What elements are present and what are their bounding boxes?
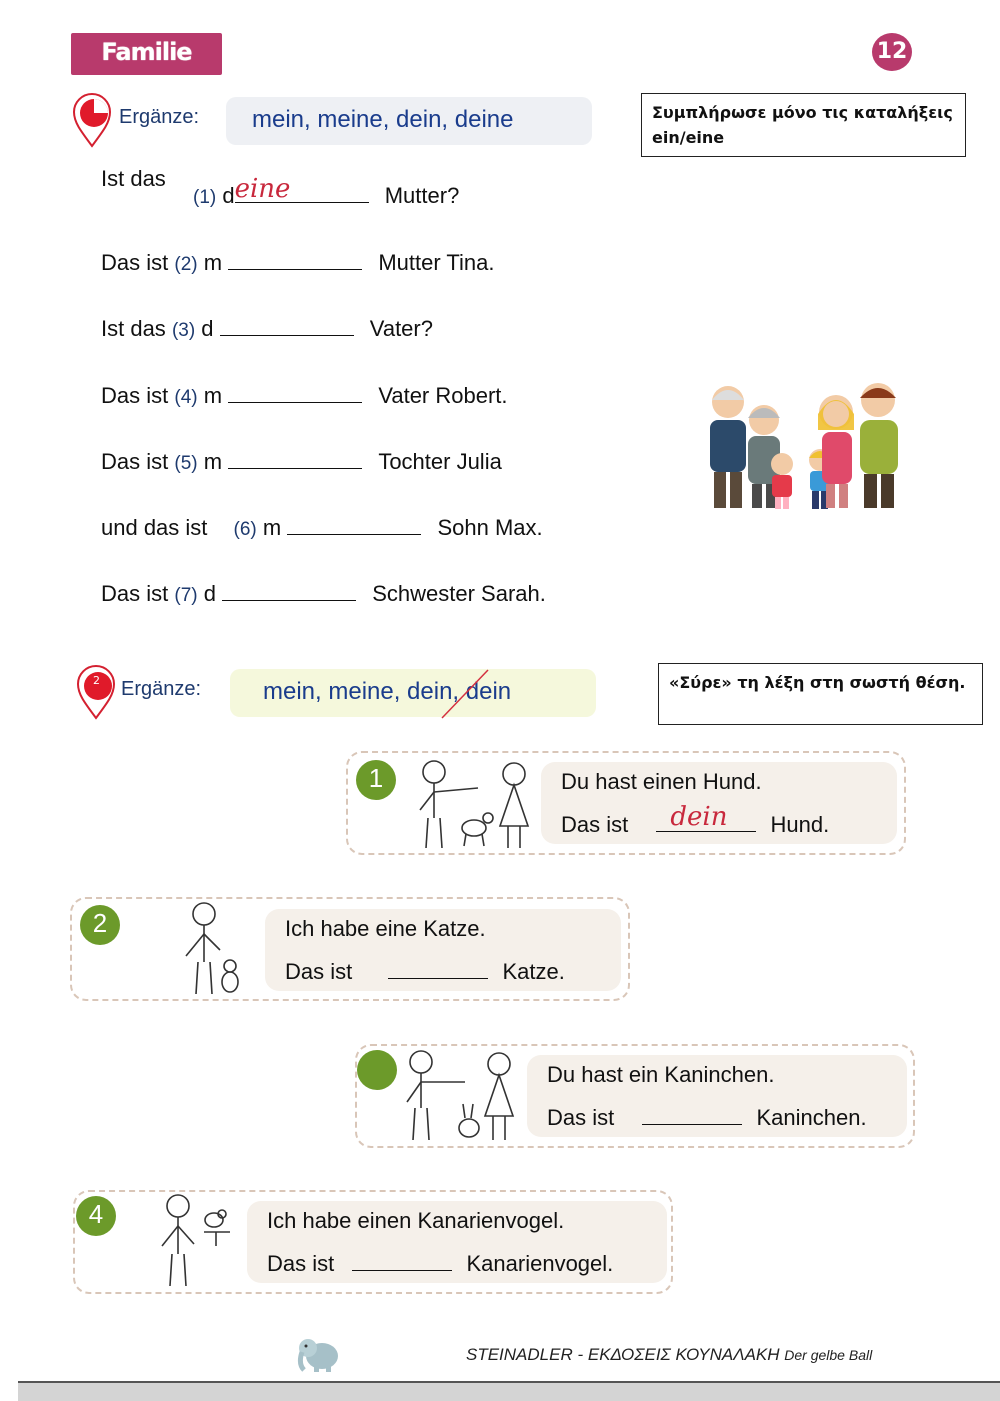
answer-blank[interactable] <box>234 174 369 204</box>
row-number: (4) <box>174 387 198 408</box>
card-sentence: Du hast ein Kaninchen. <box>547 1062 775 1087</box>
card-3-text <box>527 1055 907 1137</box>
exercise-1-instruction: Συμπλήρωσε μόνο τις καταλήξεις ein/eine <box>641 93 966 157</box>
boy-cat-drawing <box>172 900 252 998</box>
row-text: Sohn Max. <box>437 515 543 540</box>
row-number: (2) <box>174 254 198 275</box>
row-text: Vater? <box>369 316 433 341</box>
answer-text: dein <box>670 802 728 832</box>
row-text: Ist das <box>101 166 166 191</box>
row-text: Das ist <box>101 250 169 275</box>
row-letter: d <box>203 581 216 606</box>
boy-girl-dog-drawing <box>408 756 538 852</box>
exercise-2-word-bank: mein, meine, dein, dein <box>230 669 596 717</box>
row-number: (7) <box>174 585 198 606</box>
row-number: (3) <box>171 320 196 341</box>
row-number: (5) <box>174 453 198 474</box>
answer-blank[interactable] <box>220 315 354 336</box>
ex1-row-1 <box>101 166 166 192</box>
answer-drop-zone[interactable] <box>656 802 756 832</box>
strikethrough-mark <box>440 668 490 720</box>
card-fill-line <box>547 1098 907 1141</box>
row-letter: m <box>203 383 223 408</box>
row-text: Vater Robert. <box>378 383 508 408</box>
card-1-text <box>541 762 897 844</box>
card-number-badge: 4 <box>76 1196 116 1236</box>
card-text: Das ist <box>267 1251 335 1276</box>
ex1-row-2 <box>101 249 494 276</box>
page-title: Familie <box>71 33 222 75</box>
card-4-text <box>247 1201 667 1283</box>
row-text: Ist das <box>101 316 166 341</box>
exercise-1-pin-icon <box>72 92 112 148</box>
ex1-row-6 <box>101 514 543 541</box>
ex1-row-4 <box>101 382 508 409</box>
answer-blank[interactable] <box>228 249 362 270</box>
card-number-badge: 2 <box>80 905 120 945</box>
boy-bird-drawing <box>150 1192 240 1290</box>
row-text: Das ist <box>101 581 169 606</box>
exercise-2-pin-icon <box>76 664 116 720</box>
footer-credit <box>466 1345 872 1365</box>
row-text: Das ist <box>101 383 169 408</box>
footer-book-title: Der gelbe Ball <box>784 1347 873 1363</box>
row-number: (1) <box>193 187 217 208</box>
card-number-badge <box>357 1050 397 1090</box>
answer-blank[interactable] <box>222 580 356 601</box>
row-letter: m <box>203 449 223 474</box>
exercise-2-label: Ergänze: <box>121 678 202 700</box>
answer-drop-zone[interactable] <box>352 1252 452 1271</box>
row-text: Schwester Sarah. <box>372 581 546 606</box>
answer-drop-zone[interactable] <box>388 960 488 979</box>
answer-blank[interactable] <box>287 514 421 535</box>
answer-drop-zone[interactable] <box>642 1106 742 1125</box>
ex1-row-3 <box>101 315 433 342</box>
bottom-bar <box>18 1381 1000 1401</box>
svg-text:2: 2 <box>93 674 100 687</box>
elephant-logo-icon <box>296 1330 344 1374</box>
family-illustration <box>700 380 905 512</box>
card-fill-line <box>561 802 897 848</box>
row-text: Mutter Tina. <box>378 250 495 275</box>
footer-publisher: STEINADLER - ΕΚΔΟΣΕΙΣ ΚΟΥΝΑΛΑΚΗ <box>466 1345 780 1364</box>
row-letter: d <box>201 316 214 341</box>
card-number-badge: 1 <box>356 760 396 800</box>
exercise-1-word-bank: mein, meine, dein, deine <box>226 97 592 145</box>
page-number-badge: 12 <box>872 33 912 71</box>
row-letter: m <box>262 515 282 540</box>
ex1-row-7 <box>101 580 546 607</box>
exercise-2-instruction: «Σύρε» τη λέξη στη σωστή θέση. <box>658 663 983 725</box>
boy-girl-rabbit-drawing <box>395 1046 525 1144</box>
ex1-row-5 <box>101 448 502 475</box>
row-text: Das ist <box>101 449 169 474</box>
card-fill-line <box>267 1244 667 1287</box>
card-text: Das ist <box>285 959 353 984</box>
card-text: Hund. <box>770 812 830 837</box>
card-sentence: Ich habe eine Katze. <box>285 916 486 941</box>
row-letter: m <box>203 250 223 275</box>
card-text: Katze. <box>502 959 565 984</box>
row-text: Tochter Julia <box>378 449 502 474</box>
card-sentence: Du hast einen Hund. <box>561 769 762 794</box>
card-text: Kaninchen. <box>756 1105 867 1130</box>
row-number: (6) <box>233 519 257 540</box>
card-text: Das ist <box>547 1105 615 1130</box>
ex1-row-1-fill <box>193 174 460 209</box>
card-text: Kanarienvogel. <box>466 1251 614 1276</box>
card-2-text <box>265 909 621 991</box>
row-text: Mutter? <box>384 183 460 208</box>
exercise-1-label: Ergänze: <box>119 106 200 128</box>
row-letter: d <box>222 183 235 208</box>
card-sentence: Ich habe einen Kanarienvogel. <box>267 1208 565 1233</box>
answer-blank[interactable] <box>228 448 362 469</box>
row-text: und das ist <box>101 515 208 540</box>
answer-blank[interactable] <box>228 382 362 403</box>
card-fill-line <box>285 952 621 995</box>
card-text: Das ist <box>561 812 629 837</box>
answer-text: eine <box>234 174 291 204</box>
